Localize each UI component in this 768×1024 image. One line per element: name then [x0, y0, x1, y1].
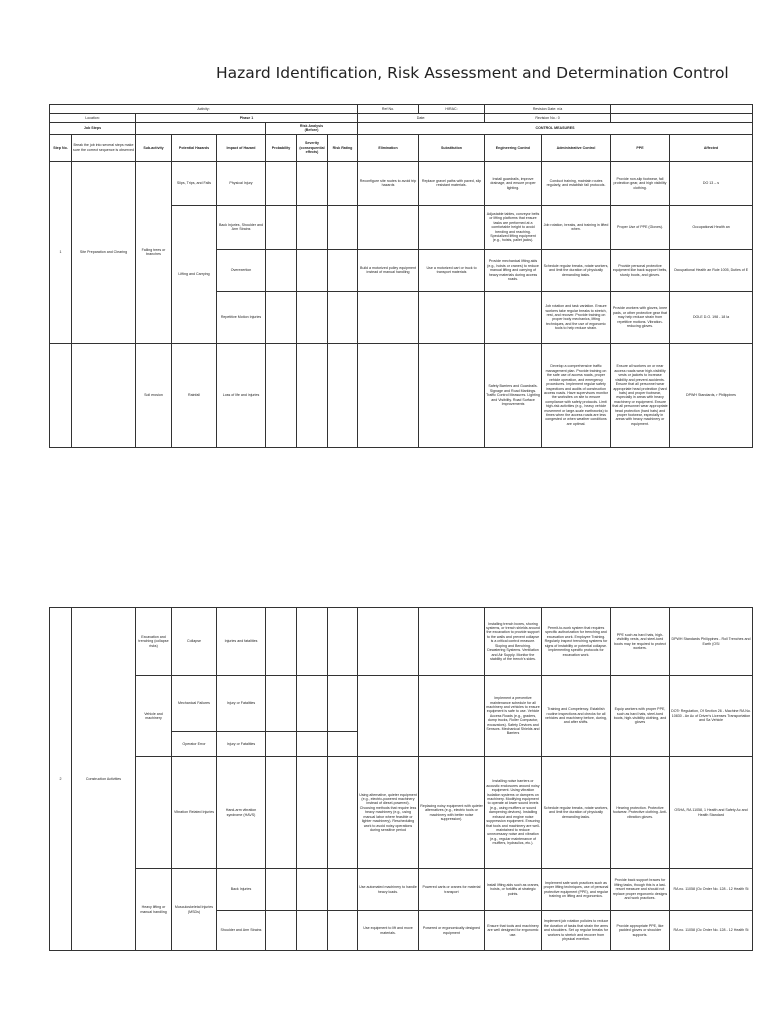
- elimination-cell: [358, 205, 419, 249]
- impact-cell: Repetitive Motion Injuries: [217, 291, 266, 343]
- revision-date-label: Revision Date: n/a: [485, 105, 611, 114]
- substitution-cell: Replacing noisy equipment with quieter alternatives (e.g., electric tools or machinery with better noise suppression).: [419, 757, 485, 869]
- affected-header: Affected: [670, 134, 753, 161]
- engineering-cell: Implement a preventive maintenance schedule for all machinery and vehicles to ensure equipment is safe to use. Vehicle Access Roads (e.g., graders, dump trucks, Roller Compactor, excavators). Safety Devices and Sensors. Mechanical Shields and Barriers: [485, 676, 542, 757]
- elimination-header: Elimination: [358, 134, 419, 161]
- severity-cell: [297, 869, 328, 911]
- severity-cell: [297, 732, 328, 757]
- risk-rating-header: Risk Rating: [328, 134, 358, 161]
- location-label: Location:: [50, 114, 136, 123]
- date-label: Date:: [358, 114, 485, 123]
- table-row: [50, 161, 753, 205]
- administrative-cell: Implement safe work practices such as proper lifting techniques, use of personal protective equipment (PPE), and regular training on lifting and ergonomics.: [542, 869, 611, 911]
- administrative-cell: Schedule regular breaks, rotate workers, and limit the duration of physically demanding tasks.: [542, 757, 611, 869]
- probability-cell: [266, 608, 297, 676]
- affected-cell: DO 13 – s: [670, 161, 753, 205]
- substitution-cell: Replace gravel paths with paved, slip resistant materials.: [419, 161, 485, 205]
- probability-header: Probability: [266, 134, 297, 161]
- table-row: [50, 343, 753, 447]
- header-table: [49, 104, 753, 448]
- engineering-cell: [485, 291, 542, 343]
- engineering-cell: Installing trench boxes, shoring systems, or trench shields around the excavation to provide support to the walls and prevent collapse is a critical control measure. Sloping and Benching. Dewatering Systems. Ventilation and Air Supply. Monitor the stability of the trench's sides.: [485, 608, 542, 676]
- risk-rating-cell: [328, 343, 358, 447]
- engineering-cell: Provide mechanical lifting aids (e.g., hoists or cranes) to reduce manual lifting and carrying of heavy materials during access roads.: [485, 249, 542, 291]
- ppe-cell: Provide personal protective equipment like back support belts, sturdy boots, and gloves.: [611, 249, 670, 291]
- severity-cell: [297, 911, 328, 951]
- risk-analysis-header: [266, 123, 358, 135]
- probability-cell: [266, 343, 297, 447]
- engineering-cell: Ensure that tools and machinery are well designed for ergonomic use.: [485, 911, 542, 951]
- job-step-cell: [72, 343, 136, 447]
- ppe-header: PPE: [611, 134, 670, 161]
- risk-rating-cell: [328, 732, 358, 757]
- ppe-cell: Provide back support braces for lifting tasks, though this is a last-resort measure and should not replace proper ergonomic designs and work practices.: [611, 869, 670, 911]
- administrative-cell: Job rotation and task variation. Ensure workers take regular breaks to stretch, rest, and recover. Provide training on proper body mechanics, lifting techniques, and the use of ergonomic tools to help reduce strain.: [542, 291, 611, 343]
- hazard-cell: Mechanical Failures: [172, 676, 217, 732]
- ppe-cell: Equip workers with proper PPE, such as hard hats, steel-toed boots, high-visibility clothing, and gloves: [611, 676, 670, 757]
- construction-table: [49, 607, 753, 951]
- table-row: [50, 869, 753, 911]
- table-row: [50, 757, 753, 869]
- impact-cell: Injury or Fatalities: [217, 732, 266, 757]
- severity-cell: [297, 249, 328, 291]
- elimination-cell: [358, 676, 419, 757]
- engineering-cell: Install lifting aids such as cranes, hoists, or forklifts at strategic points.: [485, 869, 542, 911]
- risk-analysis-label: Risk Analysis: [299, 124, 324, 128]
- activity-label: Activity:: [50, 105, 358, 114]
- job-steps-note: Break the job into several steps make sure the correct sequence is observed: [72, 134, 136, 161]
- administrative-cell: Job rotation, breaks, and training in lifted when.: [542, 205, 611, 249]
- severity-cell: [297, 205, 328, 249]
- sub-activity-cell: Soil erosion: [136, 343, 172, 447]
- administrative-cell: Training and Competency. Establish routine inspections and checks for all vehicles and machinery before, during, and after shifts.: [542, 676, 611, 757]
- affected-cell: DOTr Regulation, Of Section 26 - Machine RA No. 10830 - An Ac of Driver's Licenses Transportation and Sa Vehicle: [670, 676, 753, 757]
- control-measures-header: CONTROL MEASURES: [358, 123, 753, 135]
- hazard-cell: Operator Error: [172, 732, 217, 757]
- impact-cell: Injuries and fatalities: [217, 608, 266, 676]
- probability-cell: [266, 205, 297, 249]
- location-value: Phase 1: [136, 114, 358, 123]
- severity-cell: [297, 757, 328, 869]
- sub-activity-cell: Excavation and trenching (collapse risks): [136, 608, 172, 676]
- ppe-cell: Ensure all workers on or near access roads wear high-visibility vests or jackets to increase visibility and prevent accidents. Ensure that all personnel wear appropriate head protection (hard hats) and proper footwear, especially in areas with heavy machinery or equipment. Ensure that all personnel wear appropriate head protection (hard hats) and proper footwear, especially in areas with heavy machinery or equipment.: [611, 343, 670, 447]
- risk-rating-cell: [328, 608, 358, 676]
- step-no-cell: 2: [50, 608, 72, 951]
- impact-cell: Loss of life and injuries: [217, 343, 266, 447]
- administrative-cell: Develop a comprehensive traffic management plan. Provide training on the safe use of access roads, proper vehicle operation, and emergency procedures. Implement regular safety inspections and audits of construction access roads. Have supervisors monitor the worksites on site to ensure compliance with safety protocols. Limit high-risk activities (e.g., heavy vehicle movement or large-scale earthworks) to times when the access roads are less congested or when weather conditions are optimal.: [542, 343, 611, 447]
- severity-cell: [297, 343, 328, 447]
- ppe-cell: Hearing protection. Protective footwear. Protective clothing. Anti-vibration gloves.: [611, 757, 670, 869]
- severity-cell: [297, 161, 328, 205]
- risk-before-label: (Before): [304, 128, 319, 133]
- impact-cell: Physical Injury: [217, 161, 266, 205]
- engineering-cell: Install guardrails, improve drainage, and ensure proper lighting.: [485, 161, 542, 205]
- probability-cell: [266, 291, 297, 343]
- probability-cell: [266, 249, 297, 291]
- sub-activity-cell: [136, 757, 172, 869]
- risk-rating-cell: [328, 161, 358, 205]
- elimination-cell: [358, 608, 419, 676]
- hazard-cell: Vibration Related Injuries: [172, 757, 217, 869]
- probability-cell: [266, 732, 297, 757]
- engineering-header: Engineering Control: [485, 134, 542, 161]
- affected-cell: OSHA, RA 11058, 1 Health and Safety Ac and Health Standard: [670, 757, 753, 869]
- severity-header: Severity (consequential effects): [297, 134, 328, 161]
- risk-rating-cell: [328, 911, 358, 951]
- elimination-cell: Use automated machinery to handle heavy loads.: [358, 869, 419, 911]
- blank-cell: [136, 123, 266, 135]
- page-title: Hazard Identification, Risk Assessment and Determination Control: [216, 64, 729, 82]
- step-no-cell: [50, 343, 72, 447]
- ppe-cell: PPE such as hard hats, high-visibility vests, and steel-toed boots may be required to protect workers.: [611, 608, 670, 676]
- ref-no-label: Ref No.: [358, 105, 419, 114]
- affected-cell: RA no. 11058 (Oc Order No. 128 - 12 Health St: [670, 869, 753, 911]
- hazard-cell: Collapse: [172, 608, 217, 676]
- risk-rating-cell: [328, 291, 358, 343]
- hazard-cell: Musculoskeletal Injuries (MSDs): [172, 869, 217, 951]
- impact-cell: Injury or Fatalities: [217, 676, 266, 732]
- substitution-cell: [419, 291, 485, 343]
- probability-cell: [266, 869, 297, 911]
- risk-rating-cell: [328, 869, 358, 911]
- impact-cell: Hand-arm vibration syndrome (HAVS): [217, 757, 266, 869]
- engineering-cell: Adjustable tables, conveyor belts or lifting platforms that ensure tasks are performed at a comfortable height to avoid bending and reaching. Specialized lifting equipment (e.g., hoists, pallet jacks).: [485, 205, 542, 249]
- risk-rating-cell: [328, 757, 358, 869]
- table-row: [50, 608, 753, 676]
- sub-activity-cell: Heavy lifting or manual handling: [136, 869, 172, 951]
- substitution-cell: [419, 343, 485, 447]
- elimination-cell: [358, 291, 419, 343]
- hirac-label: HIRAC:: [419, 105, 485, 114]
- administrative-cell: Conduct training, maintain routes regularly, and establish fall protocols.: [542, 161, 611, 205]
- administrative-cell: Implement job rotation policies to reduce the duration of tasks that strain the arms and shoulders. Set up regular breaks for workers to stretch and recover from physical exertion.: [542, 911, 611, 951]
- job-step-cell: Construction Activities: [72, 608, 136, 951]
- administrative-cell: Permit-to-work system that requires specific authorization for trenching and excavation work. Employee Training. Regularly inspect trenching systems for signs of instability or potential collapse. Implementing specific protocols for excavation work.: [542, 608, 611, 676]
- potential-hazards-header: Potential Hazards: [172, 134, 217, 161]
- engineering-cell: Installing noise barriers or acoustic enclosures around noisy equipment. Using vibration isolation systems or dampers on machinery. Modifying equipment to operate at lower sound levels (e.g., using mufflers or sound dampening devices). Installing exhaust and engine noise suppression equipment. Ensuring that tools and machinery are well-maintained to reduce unnecessary noise and vibration (e.g., regular maintenance of mufflers, hydraulics, etc.).: [485, 757, 542, 869]
- engineering-cell: Safety Barriers and Guardrails. Signage and Road Markings. Traffic Control Measures. Lighting and Visibility. Road Surface Improvements: [485, 343, 542, 447]
- impact-cell: Overexertion: [217, 249, 266, 291]
- elimination-cell: Reconfigure site routes to avoid trip hazards: [358, 161, 419, 205]
- step-no-header: Step No.: [50, 134, 72, 161]
- impact-cell: Back Injuries: [217, 869, 266, 911]
- affected-cell: DPWH Standards Philippines - Roll Trenches and Earth (OSI: [670, 608, 753, 676]
- severity-cell: [297, 291, 328, 343]
- elimination-cell: Using alternative, quieter equipment (e.g., electric-powered machinery instead of diesel-powered). Choosing methods that require less heavy machinery (e.g., using manual labor where feasible or lighter machinery). Rescheduling work to avoid noisy operations during sensitive period: [358, 757, 419, 869]
- substitution-cell: [419, 205, 485, 249]
- ppe-cell: Provide non-slip footwear, fall protection gear, and high visibility clothing.: [611, 161, 670, 205]
- impact-cell: Back Injuries, Shoulder and Arm Strains: [217, 205, 266, 249]
- affected-cell: Occupational Health an: [670, 205, 753, 249]
- affected-cell: DPWH Standards, r Philippines: [670, 343, 753, 447]
- impact-header: Impact of Hazard: [217, 134, 266, 161]
- substitution-cell: Powered carts or cranes for material transport: [419, 869, 485, 911]
- ppe-cell: Provide appropriate PPE, like padded gloves or shoulder supports.: [611, 911, 670, 951]
- sub-activity-header: Sub-activity: [136, 134, 172, 161]
- hazard-cell: Lifting and Carrying: [172, 205, 217, 343]
- probability-cell: [266, 757, 297, 869]
- job-steps-header: Job Steps: [50, 123, 136, 135]
- substitution-header: Substitution: [419, 134, 485, 161]
- blank-cell: [611, 105, 753, 114]
- hazard-cell: Slips, Trips, and Falls: [172, 161, 217, 205]
- risk-rating-cell: [328, 205, 358, 249]
- substitution-cell: Powered or ergonomically designed equipment: [419, 911, 485, 951]
- hazard-cell: Rainfall: [172, 343, 217, 447]
- step-no-cell: 1: [50, 161, 72, 343]
- sheet-section-1: [0, 104, 749, 448]
- impact-cell: Shoulder and Arm Strains: [217, 911, 266, 951]
- elimination-cell: Use equipment to lift and move materials.: [358, 911, 419, 951]
- risk-rating-cell: [328, 249, 358, 291]
- revision-no-label: Revision No.: 0: [485, 114, 611, 123]
- substitution-cell: [419, 676, 485, 757]
- substitution-cell: Use a motorized cart or truck to transport materials: [419, 249, 485, 291]
- probability-cell: [266, 676, 297, 732]
- probability-cell: [266, 161, 297, 205]
- ppe-cell: Provide workers with gloves, knee pads, or other protective gear that may help reduce strain from repetitive motions. Vibration-reducing gloves.: [611, 291, 670, 343]
- elimination-cell: [358, 343, 419, 447]
- ppe-cell: Proper Use of PPE (Gloves).: [611, 205, 670, 249]
- affected-cell: RA no. 11058 (Oc Order No. 128 - 12 Health St: [670, 911, 753, 951]
- elimination-cell: Build a motorized pulley equipment instead of manual handling: [358, 249, 419, 291]
- probability-cell: [266, 911, 297, 951]
- administrative-header: Administrative Control: [542, 134, 611, 161]
- sheet-section-2: [0, 607, 751, 944]
- job-step-cell: Site Preparation and Clearing: [72, 161, 136, 343]
- blank-cell: [611, 114, 753, 123]
- substitution-cell: [419, 608, 485, 676]
- severity-cell: [297, 676, 328, 732]
- severity-cell: [297, 608, 328, 676]
- sub-activity-cell: Falling trees or branches: [136, 161, 172, 343]
- affected-cell: DOLE D.O. 198 - 18 la: [670, 291, 753, 343]
- risk-rating-cell: [328, 676, 358, 732]
- table-row: [50, 676, 753, 732]
- sub-activity-cell: Vehicle and machinery: [136, 676, 172, 757]
- affected-cell: Occupational Health an Rule 1005, Duties of E: [670, 249, 753, 291]
- administrative-cell: Schedule regular breaks, rotate workers, and limit the duration of physically demanding tasks.: [542, 249, 611, 291]
